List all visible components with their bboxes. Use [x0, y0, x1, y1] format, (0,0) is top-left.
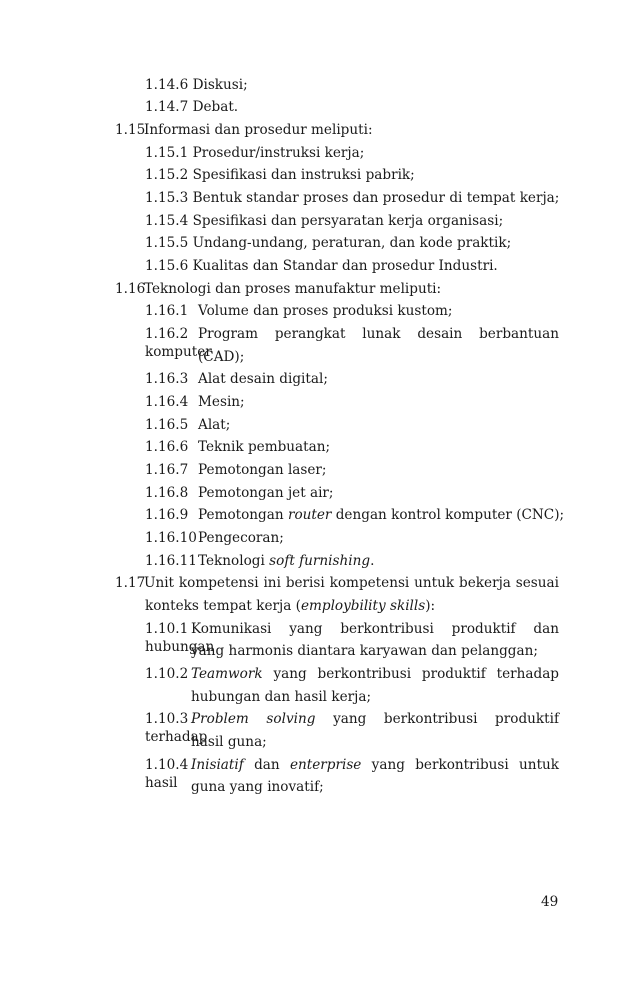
- list-item: 1.15.3 Bentuk standar proses dan prosedur di tempat kerja;: [145, 190, 560, 206]
- list-item: 1.16.3 Alat desain digital;: [145, 371, 328, 387]
- list-item: 1.14.7 Debat.: [145, 99, 239, 115]
- page-number: 49: [541, 894, 559, 910]
- list-item-continuation: hasil guna;: [191, 734, 267, 750]
- list-item: 1.15.6 Kualitas dan Standar dan prosedur Industri.: [145, 258, 498, 274]
- list-item: 1.15.1 Prosedur/instruksi kerja;: [145, 145, 365, 161]
- list-item: 1.15.4 Spesifikasi dan persyaratan kerja organisasi;: [145, 213, 504, 229]
- list-item: 1.16.6 Teknik pembuatan;: [145, 439, 331, 455]
- list-item: 1.10.1 Komunikasi yang berkontribusi produktif dan hubungan: [145, 621, 559, 655]
- list-item: 1.10.4 Inisiatif dan enterprise yang berkontribusi untuk hasil: [145, 757, 560, 791]
- list-item-continuation: (CAD);: [198, 349, 245, 365]
- list-item: 1.16.5 Alat;: [145, 417, 231, 433]
- list-item-continuation: yang harmonis diantara karyawan dan pelanggan;: [191, 643, 538, 659]
- list-item: 1.16.10Pengecoran;: [145, 530, 284, 546]
- list-item-continuation: guna yang inovatif;: [191, 779, 324, 795]
- list-item-continuation: hubungan dan hasil kerja;: [191, 689, 372, 705]
- list-item: 1.10.2 Teamwork yang berkontribusi produktif terhadap: [145, 666, 559, 682]
- list-item: 1.14.6 Diskusi;: [145, 77, 248, 93]
- list-item: 1.16.4 Mesin;: [145, 394, 245, 410]
- section-heading: 1.15Informasi dan prosedur meliputi:: [115, 122, 373, 138]
- list-item: 1.16.11Teknologi soft furnishing.: [145, 553, 375, 569]
- section-heading: 1.16Teknologi dan proses manufaktur meliputi:: [115, 281, 442, 297]
- list-item: 1.16.7 Pemotongan laser;: [145, 462, 327, 478]
- list-item: 1.16.9 Pemotongan router dengan kontrol komputer (CNC);: [145, 507, 565, 523]
- list-item: 1.16.1 Volume dan proses produksi kustom;: [145, 303, 453, 319]
- section-heading-continuation: konteks tempat kerja (employbility skills):: [145, 598, 436, 614]
- list-item: 1.15.2 Spesifikasi dan instruksi pabrik;: [145, 167, 415, 183]
- list-item: 1.15.5 Undang-undang, peraturan, dan kode praktik;: [145, 235, 512, 251]
- list-item: 1.10.3 Problem solving yang berkontribusi produktif terhadap: [145, 711, 559, 745]
- section-heading: 1.17Unit kompetensi ini berisi kompetensi untuk bekerja sesuai: [115, 575, 559, 591]
- list-item: 1.16.8 Pemotongan jet air;: [145, 485, 334, 501]
- list-item: 1.16.2 Program perangkat lunak desain berbantuan komputer: [145, 326, 559, 360]
